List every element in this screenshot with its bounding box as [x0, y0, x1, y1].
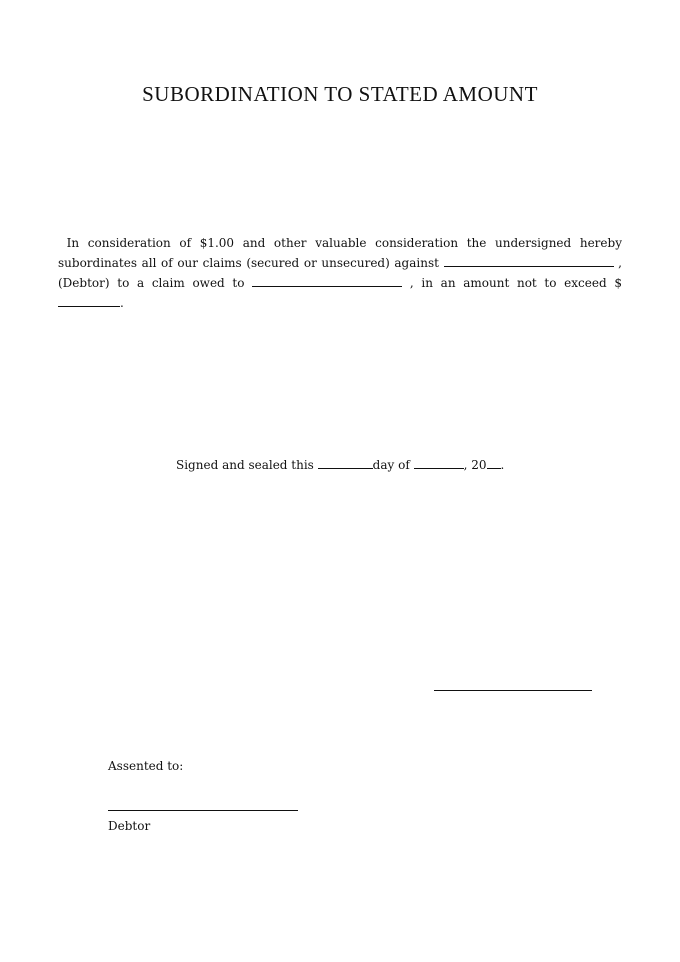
debtor-label: Debtor: [108, 819, 151, 833]
signed-sealed-line: [176, 456, 504, 474]
paragraph-text-part4: .: [120, 296, 124, 310]
year-blank[interactable]: [487, 456, 501, 469]
paragraph-text-part2: , (Debtor) to a claim owed to: [58, 256, 622, 290]
paragraph-text-part3: , in an amount not to exceed $: [409, 276, 622, 290]
signed-prefix: Signed and sealed this: [176, 458, 314, 472]
signature-line[interactable]: [434, 690, 592, 691]
year-prefix: 20: [471, 458, 487, 472]
debtor-name-blank[interactable]: [444, 254, 614, 267]
document-title: SUBORDINATION TO STATED AMOUNT: [142, 82, 538, 106]
assented-to-label: Assented to:: [108, 759, 184, 773]
amount-blank[interactable]: [58, 294, 120, 307]
day-of-text: day of: [372, 458, 410, 472]
creditor-name-blank[interactable]: [252, 274, 402, 287]
paragraph-text-part1: In consideration of $1.00 and other valuable consideration the undersigned hereby subordinates all of our claims (secured or unsecured) against: [58, 236, 622, 270]
subordination-paragraph: [58, 233, 622, 313]
day-blank[interactable]: [318, 456, 373, 469]
debtor-signature-line[interactable]: [108, 810, 298, 811]
signed-comma: ,: [463, 458, 468, 472]
signed-end: .: [500, 458, 505, 472]
month-blank[interactable]: [414, 456, 464, 469]
